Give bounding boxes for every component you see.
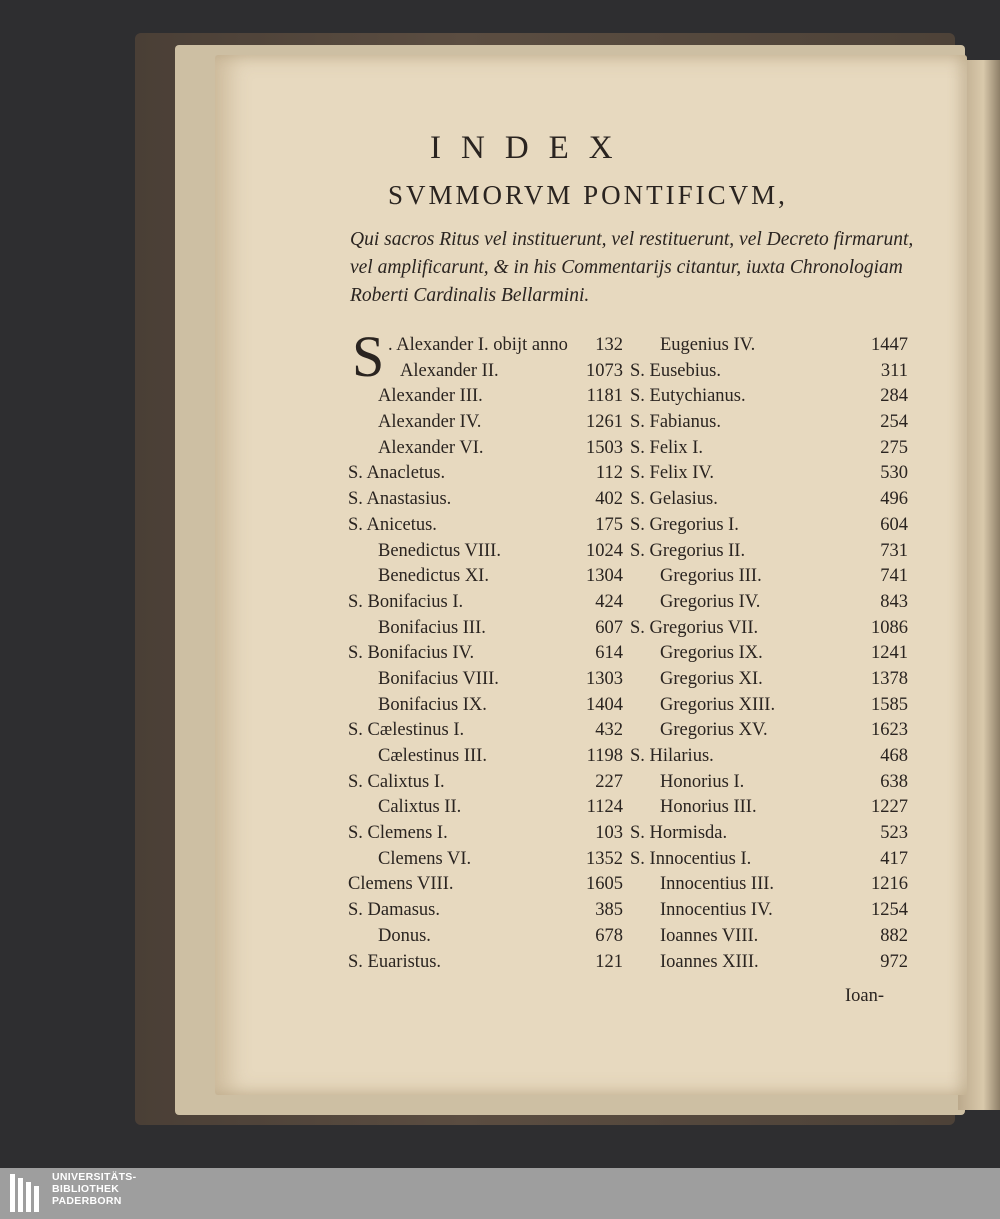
pope-name: Alexander III. — [378, 386, 483, 407]
pope-year: 1404 — [586, 694, 623, 715]
pope-name: S. Gregorius I. — [630, 514, 739, 535]
pope-year: 112 — [595, 463, 623, 484]
drop-cap: S — [352, 324, 385, 389]
pope-name: S. Bonifacius I. — [348, 591, 464, 612]
pope-name: S. Gelasius. — [630, 489, 718, 510]
index-entry — [348, 539, 623, 565]
index-entry — [630, 359, 908, 385]
index-entry — [348, 384, 623, 410]
library-name-line-3: PADERBORN — [52, 1195, 122, 1207]
library-name — [52, 1171, 136, 1207]
index-entry — [348, 770, 623, 796]
pope-year: 1181 — [586, 386, 623, 407]
pope-year: 1352 — [586, 848, 623, 869]
pope-year: 275 — [880, 437, 908, 458]
left-index-column — [348, 333, 623, 975]
summorum-heading: SVMMORVM PONTIFICVM, — [388, 180, 788, 210]
pope-year: 1024 — [586, 540, 623, 561]
pope-year: 607 — [595, 617, 623, 638]
pope-name: Ioannes VIII. — [660, 925, 759, 946]
pope-name: S. Anicetus. — [348, 514, 437, 535]
pope-name: S. Gregorius VII. — [630, 617, 759, 638]
pope-year: 284 — [880, 386, 908, 407]
pope-year: 1086 — [871, 617, 908, 638]
index-entry — [630, 590, 908, 616]
index-entry — [348, 898, 623, 924]
index-entry — [630, 616, 908, 642]
index-entry — [630, 410, 908, 436]
pope-name: . Alexander I. obijt anno — [388, 335, 568, 355]
pope-year: 468 — [880, 746, 908, 766]
index-entry — [348, 359, 623, 385]
pope-year: 424 — [595, 591, 623, 612]
index-entry — [348, 950, 623, 976]
pope-name: S. Anastasius. — [348, 489, 452, 510]
pope-name: Gregorius XV. — [660, 720, 768, 741]
index-entry — [630, 333, 908, 359]
pope-name: S. Cælestinus I. — [348, 720, 465, 741]
pope-year: 523 — [880, 823, 908, 844]
index-entry — [630, 821, 908, 847]
pope-name: S. Eutychianus. — [630, 386, 746, 407]
index-entry — [348, 718, 623, 744]
index-entry — [348, 924, 623, 950]
pope-name: Alexander IV. — [378, 412, 482, 433]
pope-name: S. Innocentius I. — [630, 848, 752, 869]
index-entry — [348, 436, 623, 462]
right-index-column — [630, 333, 908, 975]
index-entry — [630, 641, 908, 667]
pope-year: 1216 — [871, 874, 908, 895]
index-entry — [348, 410, 623, 436]
pope-year: 1503 — [586, 437, 623, 458]
pope-name: Benedictus VIII. — [378, 540, 501, 561]
index-entry — [630, 950, 908, 976]
pope-year: 121 — [595, 951, 623, 972]
pope-name: Gregorius III. — [660, 566, 762, 587]
pope-year: 1623 — [871, 720, 908, 741]
index-entry — [348, 693, 623, 719]
pope-name: Eugenius IV. — [660, 335, 756, 355]
pope-name: Ioannes XIII. — [660, 951, 759, 972]
index-title: INDEX — [430, 130, 633, 166]
pope-year: 1585 — [871, 694, 908, 715]
pope-year: 1303 — [586, 668, 623, 689]
pope-year: 731 — [880, 540, 908, 561]
pope-year: 227 — [595, 771, 623, 792]
pope-name: Alexander II. — [400, 360, 499, 381]
catchword: Ioan- — [845, 986, 885, 1006]
pope-year: 843 — [880, 591, 908, 612]
pope-name: S. Anacletus. — [348, 463, 446, 484]
pope-name: S. Hormisda. — [630, 823, 728, 844]
pope-name: Gregorius IV. — [660, 591, 761, 612]
index-entry — [348, 590, 623, 616]
index-entry — [348, 744, 623, 770]
pope-year: 385 — [595, 900, 623, 921]
pope-name: S. Felix IV. — [630, 463, 714, 484]
index-entry — [630, 744, 908, 770]
pope-name: Cælestinus III. — [378, 746, 487, 766]
index-entry — [348, 847, 623, 873]
pope-year: 638 — [880, 771, 908, 792]
library-name-line-2: BIBLIOTHEK — [52, 1183, 120, 1195]
pope-year: 1605 — [586, 874, 623, 895]
index-entry — [630, 795, 908, 821]
pope-name: Gregorius XIII. — [660, 694, 776, 715]
index-entry — [630, 693, 908, 719]
pope-year: 254 — [880, 412, 908, 433]
pope-name: S. Felix I. — [630, 437, 703, 458]
pope-year: 882 — [880, 925, 908, 946]
index-entry — [630, 924, 908, 950]
index-entry — [348, 564, 623, 590]
index-entry — [630, 847, 908, 873]
index-entry — [630, 461, 908, 487]
pope-year: 1447 — [871, 335, 908, 355]
pope-year: 1304 — [586, 566, 623, 587]
pope-name: Honorius III. — [660, 797, 757, 818]
library-footer-bar — [0, 1168, 1000, 1219]
pope-year: 614 — [595, 643, 623, 664]
pope-name: Donus. — [378, 925, 431, 946]
pope-name: S. Euaristus. — [348, 951, 442, 972]
pope-year: 1241 — [871, 643, 908, 664]
pope-year: 604 — [880, 514, 908, 535]
index-entry — [630, 513, 908, 539]
pope-name: Clemens VIII. — [348, 874, 454, 895]
index-entry — [348, 821, 623, 847]
pope-name: Clemens VI. — [378, 848, 472, 869]
index-entry — [348, 616, 623, 642]
pope-name: S. Hilarius. — [630, 746, 714, 766]
index-entry — [630, 564, 908, 590]
pope-year: 132 — [595, 335, 623, 355]
pope-year: 1254 — [871, 900, 908, 921]
pope-year: 1198 — [586, 746, 623, 766]
index-entry — [348, 641, 623, 667]
pope-year: 1261 — [586, 412, 623, 433]
index-entry — [348, 513, 623, 539]
pope-name: S. Gregorius II. — [630, 540, 746, 561]
pope-year: 972 — [880, 951, 908, 972]
pope-name: Gregorius XI. — [660, 668, 763, 689]
pope-year: 1378 — [871, 668, 908, 689]
index-entry — [348, 461, 623, 487]
pope-year: 1124 — [586, 797, 623, 818]
index-entry — [630, 770, 908, 796]
index-entry — [348, 333, 623, 359]
index-entry — [348, 667, 623, 693]
index-entry — [630, 667, 908, 693]
index-entry — [348, 487, 623, 513]
index-entry — [630, 872, 908, 898]
index-entry — [630, 384, 908, 410]
pope-name: S. Bonifacius IV. — [348, 643, 475, 664]
pope-name: Innocentius IV. — [660, 900, 773, 921]
index-entry — [630, 539, 908, 565]
subtitle-text: Qui sacros Ritus vel instituerunt, vel restituerunt, vel Decreto firmarunt, vel amplificarunt, & in his Commentarijs citantur, iuxta Chronologiam Roberti Cardinalis Bellarmini. — [350, 229, 914, 306]
pope-name: S. Clemens I. — [348, 823, 448, 844]
pope-year: 103 — [595, 823, 623, 844]
pope-year: 1227 — [871, 797, 908, 818]
pope-name: S. Fabianus. — [630, 412, 721, 433]
pope-year: 741 — [880, 566, 908, 587]
pope-name: Gregorius IX. — [660, 643, 763, 664]
index-entry — [348, 795, 623, 821]
pope-year: 311 — [880, 360, 908, 381]
index-entry — [630, 898, 908, 924]
pope-year: 496 — [880, 489, 908, 510]
library-logo-icon — [8, 1172, 48, 1214]
pope-year: 678 — [595, 925, 623, 946]
index-entry — [630, 718, 908, 744]
pope-year: 530 — [880, 463, 908, 484]
pope-year: 402 — [595, 489, 623, 510]
index-entry — [630, 436, 908, 462]
pope-name: S. Eusebius. — [630, 360, 721, 381]
pope-name: Bonifacius III. — [378, 617, 486, 638]
pope-year: 432 — [595, 720, 623, 741]
library-name-line-1: UNIVERSITÄTS- — [52, 1171, 137, 1183]
pope-name: Alexander VI. — [378, 437, 484, 458]
pope-name: Calixtus II. — [378, 797, 462, 818]
pope-name: Bonifacius VIII. — [378, 668, 499, 689]
index-entry — [630, 487, 908, 513]
pope-year: 1073 — [586, 360, 623, 381]
pope-name: S. Calixtus I. — [348, 771, 445, 792]
pope-year: 417 — [880, 848, 908, 869]
pope-name: S. Damasus. — [348, 900, 440, 921]
pope-name: Innocentius III. — [660, 874, 775, 895]
index-entry — [348, 872, 623, 898]
pope-year: 175 — [595, 514, 623, 535]
pope-name: Bonifacius IX. — [378, 694, 487, 715]
pope-name: Benedictus XI. — [378, 566, 489, 587]
pope-name: Honorius I. — [660, 771, 745, 792]
